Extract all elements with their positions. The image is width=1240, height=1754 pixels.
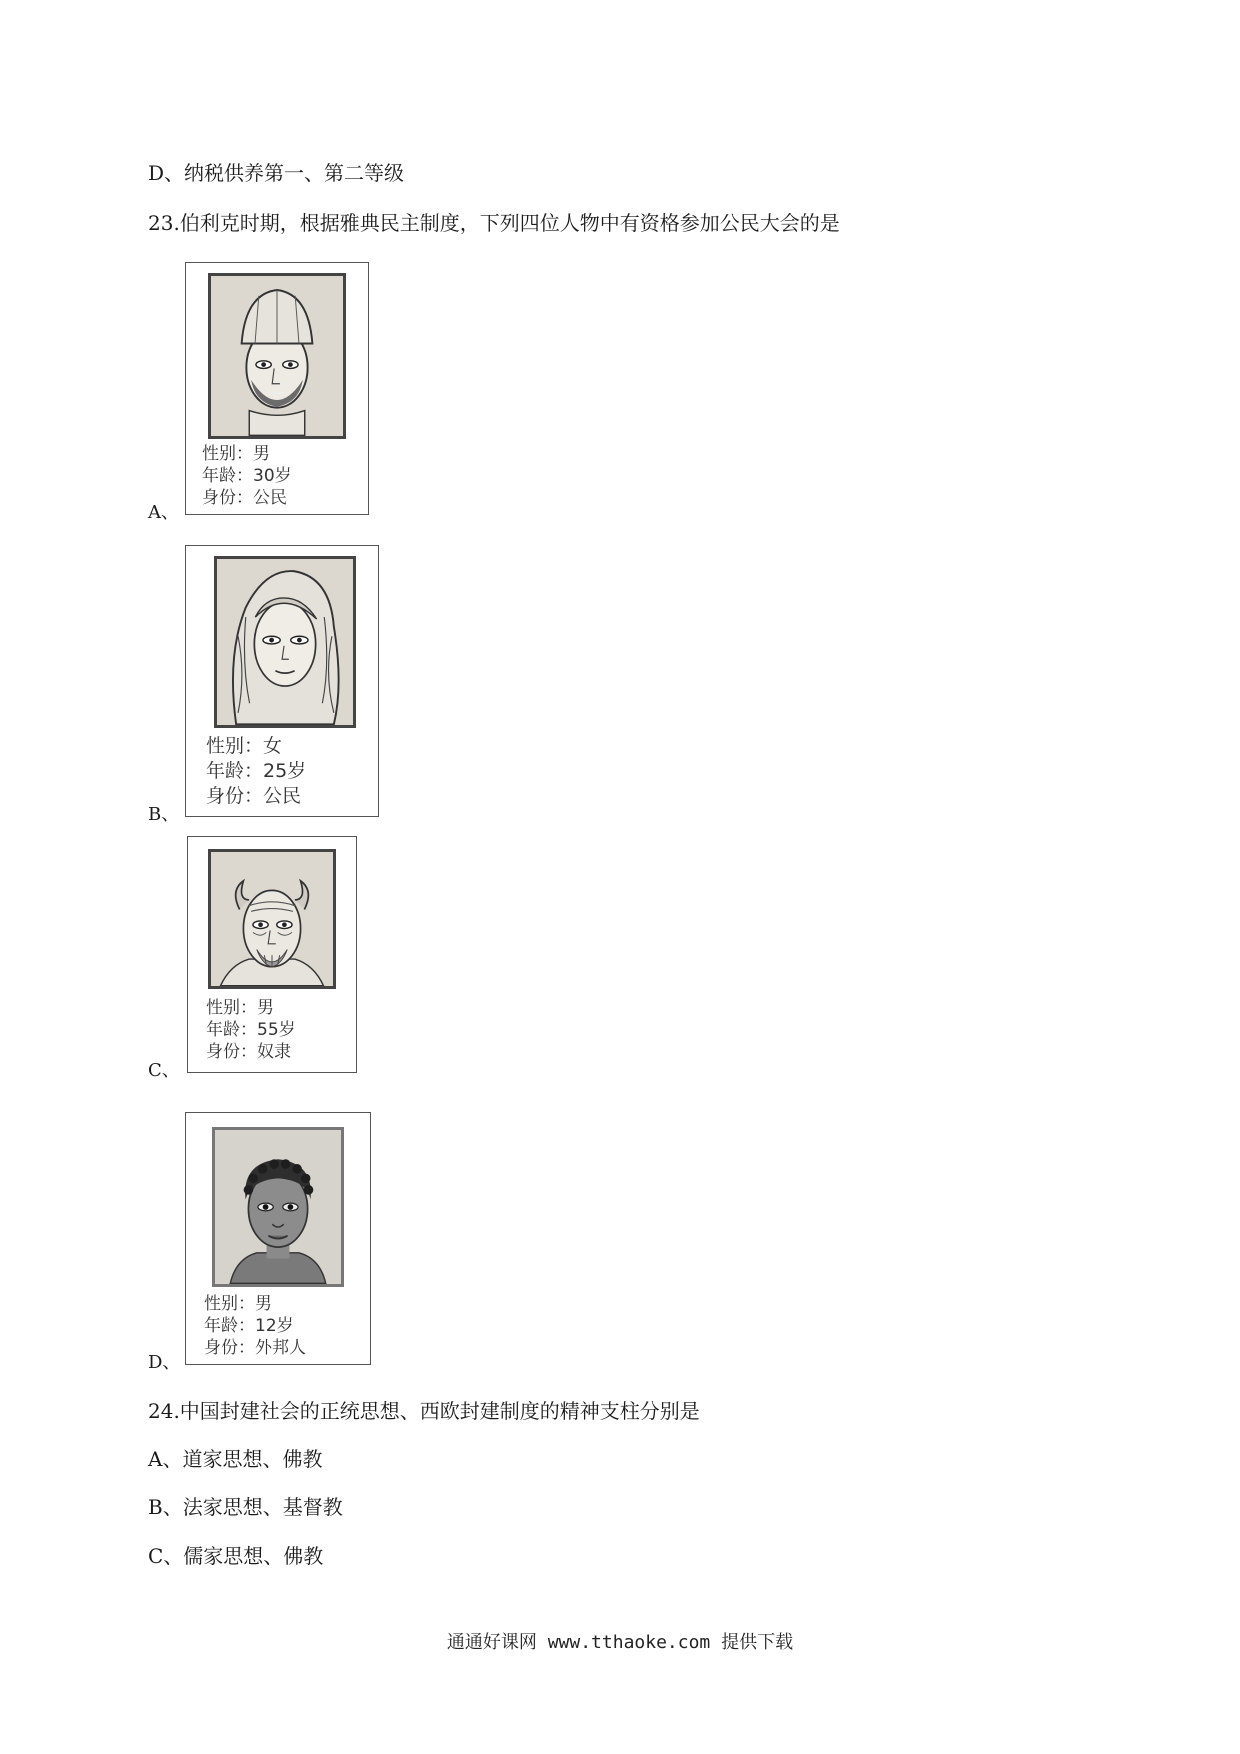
option-b-letter: B、 [148,804,180,825]
portrait-old-man-icon [208,849,336,989]
option-d-status: 身份：外邦人 [204,1338,306,1358]
q22-option-d: D、纳税供养第一、第二等级 [148,161,405,185]
option-d-letter: D、 [148,1352,181,1373]
q24-stem: 24.中国封建社会的正统思想、西欧封建制度的精神支柱分别是 [148,1399,700,1423]
option-a-card [185,262,369,515]
page-footer: 通通好课网 www.tthaoke.com 提供下载 [446,1632,794,1653]
portrait-woman-icon [214,556,356,728]
q23-stem: 23.伯利克时期，根据雅典民主制度，下列四位人物中有资格参加公民大会的是 [148,211,840,235]
q24-option-c: C、儒家思想、佛教 [148,1544,324,1568]
option-b-status: 身份：公民 [206,785,302,807]
option-a-status: 身份：公民 [202,488,287,508]
option-d-gender: 性别：男 [204,1294,272,1314]
option-a-letter: A、 [148,502,179,523]
option-c-letter: C、 [148,1060,180,1081]
option-c-card [187,836,357,1073]
option-a-age: 年龄：30岁 [202,466,292,486]
option-a-gender: 性别：男 [202,444,270,464]
option-c-age: 年龄：55岁 [206,1020,296,1040]
q24-option-b: B、法家思想、基督教 [148,1495,343,1519]
option-c-status: 身份：奴隶 [206,1042,291,1062]
q24-option-a: A、道家思想、佛教 [148,1447,323,1471]
option-d-age: 年龄：12岁 [204,1316,294,1336]
option-b-gender: 性别：女 [206,735,283,757]
option-b-card [185,545,379,817]
option-c-gender: 性别：男 [206,998,274,1018]
portrait-boy-icon [212,1127,344,1287]
option-b-age: 年龄：25岁 [206,760,307,782]
option-d-card [185,1112,371,1365]
portrait-bearded-man-icon [208,273,346,439]
